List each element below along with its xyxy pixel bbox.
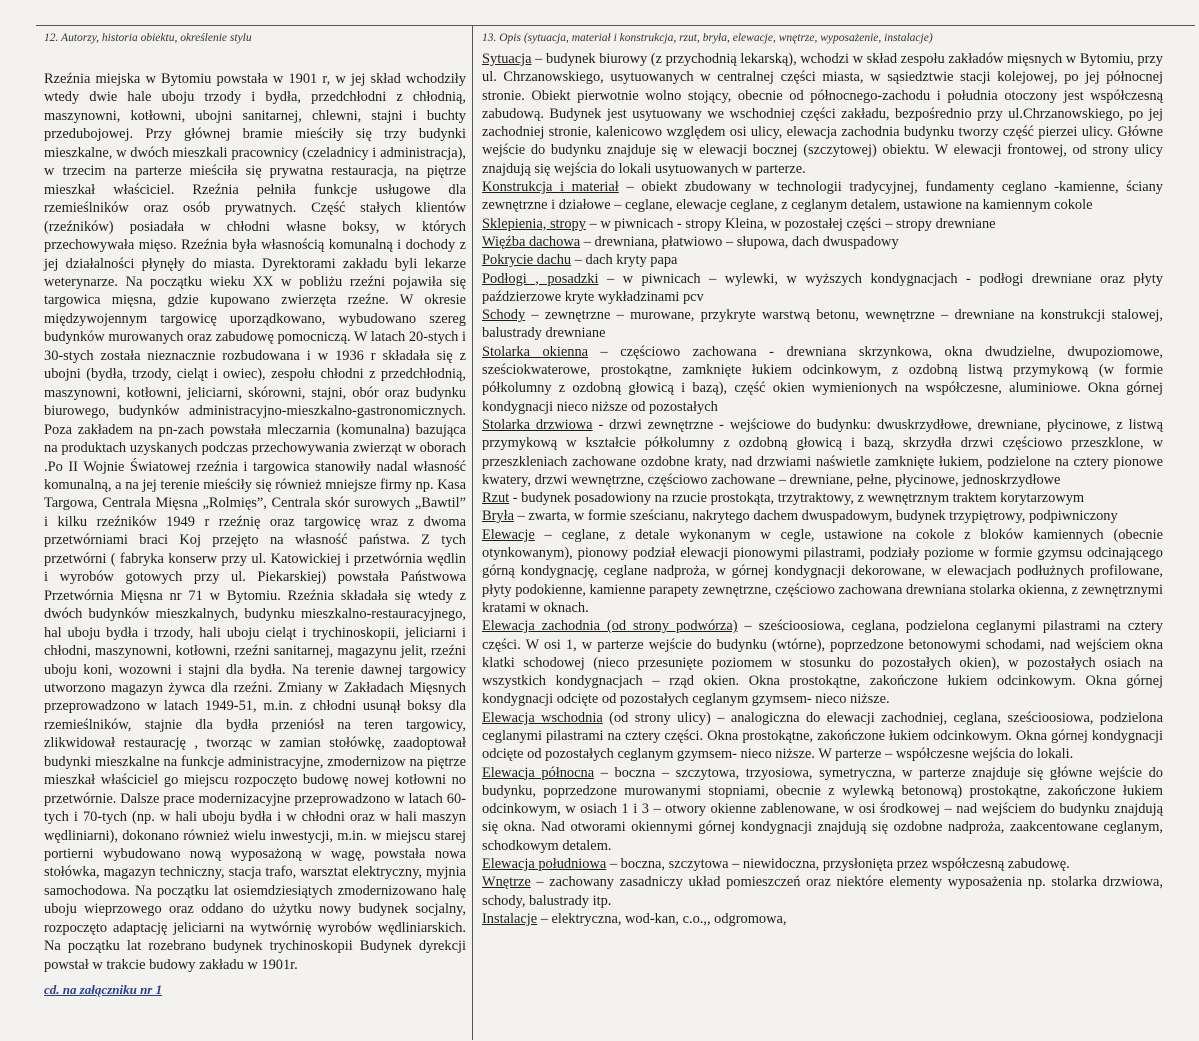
entry-term: Stolarka drzwiowa — [482, 416, 593, 433]
entry-term: Sklepienia, stropy — [482, 215, 586, 232]
description-entry — [482, 855, 1163, 873]
description-entry — [482, 50, 1163, 178]
history-section-heading: 12. Autorzy, historia obiektu, określenie stylu — [44, 32, 252, 44]
entry-term: Pokrycie dachu — [482, 252, 572, 269]
description-entry — [482, 873, 1163, 910]
description-entry — [482, 489, 1163, 507]
description-entry — [482, 215, 1163, 233]
entry-term: Elewacja północna — [482, 764, 595, 781]
description-entry — [482, 233, 1163, 251]
entry-term: Więźba dachowa — [482, 233, 581, 250]
entry-term: Bryła — [482, 508, 514, 525]
description-section-heading: 13. Opis (sytuacja, materiał i konstrukcja, rzut, bryła, elewacje, wnętrze, wyposażenie, instalacje) — [482, 32, 933, 44]
description-entry — [482, 343, 1163, 416]
entry-text: – sześcioosiowa, ceglana, podzielona ceglanymi pilastrami na cztery części. W osi 1, w parterze wejście do budynku (wtórne), poprzedzone betonowymi schodami, nad wejściem okna klatki schodowej (nieco przesunięte poziomem w stosunku do pozostałych okien), w pozostałych osiach na wszystkich kondygnacjach – rząd okien. Okna prostokątne, zakończone łukiem odcinkowym. Okna górnej kondygnacji odcięte od pozostałych ceglanym gzymsem- nieco niższe. — [482, 618, 1163, 708]
description-entry — [482, 270, 1163, 307]
entry-text: – zachowany zasadniczy układ pomieszczeń oraz niektóre elementy wyposażenia np. stolarka drzwiowa, schody, balustrady itp. — [482, 874, 1163, 909]
entry-text: – zewnętrzne – murowane, przykryte warstwą betonu, wewnętrzne – drewniane na konstrukcji stalowej, balustrady drewniane — [482, 307, 1163, 342]
entry-term: Instalacje — [482, 910, 538, 927]
description-entries — [482, 50, 1163, 928]
entry-term: Sytuacja — [482, 51, 532, 67]
description-entry — [482, 910, 1163, 928]
description-entry — [482, 764, 1163, 855]
entry-text: – elektryczna, wod-kan, c.o.,, odgromowa, — [537, 910, 787, 927]
entry-text: – budynek biurowy (z przychodnią lekarską), wchodzi w skład zespołu zakładów mięsnych w Bytomiu, przy ul. Chrzanowskiego, usytuowanych w centralnej części miasta, w sąsiedztwie stacji kolejowej, po jej północnej stronie. Obiekt pierwotnie wolno stojący, obecnie od północnego-zachodu i południa otoczony jest współczesną zabudową. Budynek jest usytuowany we wschodniej części zakładu, bezpośrednio przy ul.Chrzanowskiego, po jej zachodniej stronie, kalenicowo względem osi ulicy, elewacja zachodnia budynku tworzy część pierzei ulicy. Główne wejście do budynku znajduje się w elewacji bocznej (szczytowej) obiektu. W elewacji frontowej, od strony ulicy znajdują się wejścia do lokali usytuowanych w parterze. — [482, 51, 1163, 177]
history-column — [36, 25, 472, 998]
entry-text: (od strony ulicy) – analogiczna do elewacji zachodniej, ceglana, sześcioosiowa, podzielona ceglanymi pilastrami na cztery części. Okna prostokątne, zakończone łukiem odcinkowym. Okna górnej kondygnacji odcięte od pozostałych ceglanym gzymsem- nieco niższe. W parterze – współczesne wejścia do lokali. — [482, 709, 1163, 763]
entry-text: - drzwi zewnętrzne - wejściowe do budynku: dwuskrzydłowe, drewniane, płycinowe, z listwą przymykową w kształcie półkolumny z ozdobną głowicą i bazą, skrzydła drzwi częściowo przeszklone, w przeszkleniach zachowane ozdobne kraty, nad drzwiami naświetle zamknięte łukiem, podzielone na cztery pionowe kwatery, drzwi wewnętrzne, częściowo zachowane – drewniane, pełne, płycinowe, jednoskrzydłowe — [482, 416, 1164, 488]
entry-term: Elewacja południowa — [482, 856, 607, 873]
description-entry — [482, 617, 1163, 708]
entry-text: – obiekt zbudowany w technologii tradycyjnej, fundamenty ceglano -kamienne, ściany zewnętrzne i działowe – ceglane, elewacje ceglane, z ceglanym detalem, ustawione na kamiennym cokole — [482, 179, 1163, 214]
entry-term: Rzut — [482, 490, 510, 507]
entry-term: Elewacja wschodnia — [482, 709, 603, 726]
description-entry — [482, 416, 1163, 489]
entry-text: – boczna, szczytowa – niewidoczna, przysłonięta przez współczesną zabudowę. — [606, 856, 1070, 873]
description-entry — [482, 251, 1163, 269]
entry-term: Elewacja zachodnia (od strony podwórza) — [482, 618, 738, 635]
entry-term: Wnętrze — [482, 874, 531, 891]
entry-term: Elewacje — [482, 526, 535, 543]
entry-term: Podłogi , posadzki — [482, 270, 599, 287]
entry-text: – w piwnicach – wylewki, w wyższych kondygnacjach - podłogi drewniane oraz płyty paździerzowe kryte wykładzinami pcv — [482, 270, 1163, 305]
history-text: Rzeźnia miejska w Bytomiu powstała w 1901 r, w jej skład wchodziły wtedy dwie hale uboju trzody i bydła, przedchłodni z chłodnią, maszynowni, kotłowni, ubojni sanitarnej, chlewni, stajni i buchty przedubojowej. Przy głównej bramie mieściły się trzy budynki mieszkalne, w dwóch mieszkali pracownicy (czeladnicy i administracja), w trzecim na parterze mieściła się prywatna restauracja, na piętrze mieszkał właściciel. Rzeźnia pełniła funkcje usługowe dla rzemieślników oraz osób prywatnych. Część stałych klientów (rzeźników) posiadała w chłodni własne boksy, w których przechowywała mięso. Rzeźnia była własnością komunalną i dochody z jej działalności płynęły do miasta. Dyrektorami zakładu byli lekarze weterynarze. Na początku wieku XX w pobliżu rzeźni pojawiła się targowica mięsna, gdzie kupowano zwierzęta rzeźne. W okresie międzywojennym targowicę uporządkowano, wybudowano szereg budynków murowanych oraz zabudowę pomocniczą. W latach 20-stych i 30-stych została nieznacznie rozbudowana i w 1936 r składała się z ubojni (bydła, trzody, cieląt i owiec), zespołu chłodni z przedchłodnią, maszynowni, kotłowni, jeliciarni, skórowni, stajni, obór oraz budynku biurowego, budynków administracyjno-mieszkalno-gastronomicznych. Poza zakładem na pn-zach powstała mleczarnia (komunalna) bazująca na produktach uzyskanych podczas przechowywania zwierząt w oborach .Po II Wojnie Światowej rzeźnia i targowica stanowiły nadal własność komunalną, a na jej terenie mieściły się również mniejsze firmy np. Kasa Targowa, Centrala Mięsna „Rolmięs”, Centrala skór surowych „Bawtil” i kilku rzeźników 1949 r rzeźnię oraz targowicę wraz z dwoma przetwórniami braci Koj przejęto na własność państwa. Z tych przetwórni ( fabryka konserw przy ul. Katowickiej i przetwórnia wędlin i wyrobów gotowych przy ul. Piekarskiej) powstała Państwowa Przetwórnia Mięsna nr 71 w Bytomiu. Rzeźnia składała się wtedy z dwóch budynków mieszkalnych, budynku mieszkalno-restauracyjnego, hal uboju bydła i trzody, hali uboju cieląt i trychinoskopii, jeliciarni i chłodni, maszynowni, kotłowni, rzeźni sanitarnej, magazynu jelit, rzeźni uboju koni, wozowni i stajni dla bydła. Na terenie dawnej targowicy utworzono magazyn żywca dla rzeźni. Zmiany w Zakładach Mięsnych przeprowadzono w latach 1949-51, m.in. z chłodni usunął boksy dla rzemieślników, stajnie dla bydła przeniósł na teren targowicy, zlikwidował restaurację , tworząc w zamian stołówkę, zaadoptował budynki mieszkalne na funkcje administracyjne, zmodernizow na piętrze mieszkał właściciel go miejscu rozpoczęto budowę nowej kotłowni no przetwórnie. Dalsze prace modernizacyjne przeprowadzono w latach 60-tych i 70-tych (np. w hali uboju bydła i w chłodni oraz w hali maszyn wędliniarni), dokonano również wielu inwestycji, m.in. w miejscu starej portierni wybudowano nową wyposażoną w wagę, powstała nowa stołówka, magazyn techniczny, stacja trafo, warsztat elektryczny, myjnia samochodowa. Na początku lat osiemdziesiątych zmodernizowano halę uboju wieprzowego oraz oddano do użytku nowy budynek socjalny, rozpoczęto adaptację jeliciarni na wytwórnię wyrobów wędliniarskich. Na początku lat rozebrano budynek trychinoskopii Budynek dyrekcji powstał w trakcie budowy zakładu w 1901r. — [44, 71, 466, 973]
entry-text: – boczna – szczytowa, trzyosiowa, symetryczna, w parterze znajduje się główne wejście do budynku, poprzedzone murowanymi stopniami, obecnie z wylewką betonową) prostokątne, zakończone łukiem odcinkowym, w osiach 1 i 3 – otwory okienne zablenowane, w osi środkowej – nad wejściem do budynku znajdują się okna. Nad otworami okiennymi górnej kondygnacji znajdują się ozdobne nadproża, zaakcentowane ceglanym, schodkowym detalem. — [482, 764, 1163, 854]
entry-text: – w piwnicach - stropy Kleina, w pozostałej części – stropy drewniane — [585, 215, 996, 232]
entry-text: – drewniana, płatwiowo – słupowa, dach dwuspadowy — [580, 233, 899, 250]
continuation-link[interactable]: cd. na załączniku nr 1 — [44, 982, 163, 998]
description-entry — [482, 526, 1163, 617]
description-entry — [482, 709, 1163, 764]
entry-text: – częściowo zachowana - drewniana skrzynkowa, okna dwudzielne, dwupoziomowe, sześciokwaterowe, prostokątne, zamknięte łukiem odcinkowym, z ozdobną listwą przymykową (w formie półkolumny z ozdobną głowicą i bazą), część okien wymienionych na współczesne, aluminiowe. Okna górnej kondygnacji nieco niższe od pozostałych — [482, 343, 1163, 415]
entry-text: – ceglane, z detale wykonanym w cegle, ustawione na cokole z bloków kamiennych (obecnie otynkowanym), pionowy podział elewacji pionowymi pilastrami, podziały poziome w formie gzymsu odcinającego górną kondygnację, ceglane nadproża, w górnej kondygnacji dekorowane, w elewacjach podłużnych profilowane, płyty podokienne, kamienne parapety zewnętrzne, częściowo zachowana drewniana stolarka okienna, z zewnętrznymi kratami w oknach. — [482, 526, 1163, 616]
entry-term: Stolarka okienna — [482, 343, 589, 360]
entry-term: Konstrukcja i materiał — [482, 179, 619, 196]
entry-text: – zwarta, w formie sześcianu, nakrytego dachem dwuspadowym, budynek trzypiętrowy, podpiwniczony — [513, 508, 1118, 525]
entry-text: – dach kryty papa — [571, 252, 678, 269]
entry-text: - budynek posadowiony na rzucie prostokąta, trzytraktowy, z wewnętrznym traktem korytarzowym — [509, 490, 1085, 507]
description-entry — [482, 306, 1163, 343]
description-entry — [482, 178, 1163, 215]
entry-term: Schody — [482, 307, 526, 324]
description-entry — [482, 507, 1163, 525]
description-column — [473, 25, 1199, 928]
